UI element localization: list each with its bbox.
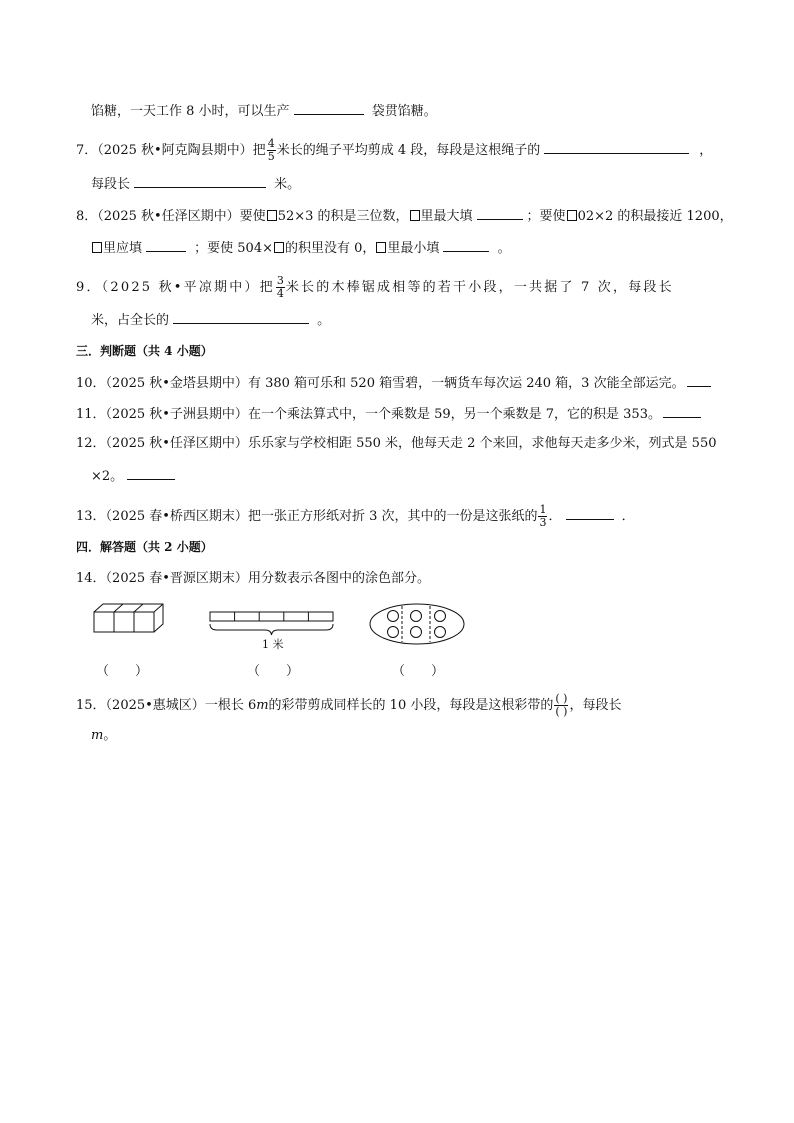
- answer-paren-2[interactable]: （ ）: [247, 664, 300, 679]
- circle-item: [411, 611, 422, 622]
- question-9: 9．（2025 秋•平凉期中）把 $\frac{3}{4}$ 米长的木棒锯成相等的若干小段，一共据了 7 次，每段长: [76, 274, 674, 300]
- section-4-heading: 四．解答题（共 2 小题）: [76, 540, 213, 554]
- brace-icon: [210, 624, 333, 635]
- figure-oval: [368, 602, 466, 646]
- answer-paren-3[interactable]: （ ）: [392, 664, 445, 679]
- question-15: 15．（2025•惠城区）一根长 6m的彩带剪成同样长的 10 小段，每段是这根彩带的 $\frac{( )}{( )}$ ，每段长: [76, 692, 622, 718]
- fraction-4-5: $\frac{4}{5}$: [267, 137, 275, 163]
- box-placeholder: [376, 242, 386, 253]
- fraction-3-4: $\frac{3}{4}$: [276, 274, 284, 300]
- cube-front-3: [134, 612, 154, 632]
- question-7-line2: 每段长 米。: [91, 174, 300, 194]
- question-9-line2: 米，占全长的 。: [91, 310, 330, 330]
- answer-blank[interactable]: [294, 101, 364, 115]
- answer-blank[interactable]: [663, 404, 701, 418]
- question-15-line2: m。: [91, 728, 117, 743]
- fraction-blank[interactable]: $\frac{( )}{( )}$: [555, 692, 568, 718]
- question-12-line2: ×2。: [91, 466, 179, 486]
- circle-item: [435, 627, 446, 638]
- box-placeholder: [267, 210, 277, 221]
- answer-blank[interactable]: [146, 238, 186, 252]
- figure-2-label: 1 米: [262, 638, 284, 651]
- circle-item: [435, 611, 446, 622]
- answer-blank[interactable]: [443, 238, 489, 252]
- section-3-heading: 三．判断题（共 4 小题）: [76, 344, 213, 358]
- question-7: 7．（2025 秋•阿克陶县期中）把 $\frac{4}{5}$ 米长的绳子平均剪成 4 段，每段是这根绳子的 ，: [76, 137, 713, 163]
- cube-front-2: [114, 612, 134, 632]
- answer-blank[interactable]: [477, 206, 523, 220]
- question-8: 8．（2025 秋•任泽区期中）要使 52×3 的积是三位数， 里最大填 ；要使 02×2 的积最接近 1200，: [76, 206, 733, 226]
- q6-continuation: 馅糖，一天工作 8 小时，可以生产 袋贯馅糖。: [91, 101, 437, 121]
- answer-paren-1[interactable]: （ ）: [96, 664, 149, 679]
- answer-blank[interactable]: [544, 140, 689, 154]
- box-placeholder: [410, 210, 420, 221]
- answer-blank[interactable]: [127, 466, 175, 480]
- circle-item: [388, 627, 399, 638]
- cube-front-1: [94, 612, 114, 632]
- figure-cubes: [93, 602, 165, 634]
- answer-blank[interactable]: [134, 174, 266, 188]
- fraction-1-3: $\frac{1}{3}$: [539, 503, 547, 529]
- question-10: 10．（2025 秋•金塔县期中）有 380 箱可乐和 520 箱雪碧，一辆货车每次运 240 箱，3 次能全部运完。: [76, 373, 715, 393]
- box-placeholder: [567, 210, 577, 221]
- question-8-line2: 里应填 ；要使 504× 的积里没有 0， 里最小填 。: [91, 238, 511, 258]
- box-placeholder: [92, 242, 102, 253]
- question-12: 12．（2025 秋•任泽区期中）乐乐家与学校相距 550 米，他每天走 2 个来回，求他每天走多少米，列式是 550: [76, 436, 717, 451]
- answer-blank[interactable]: [566, 506, 614, 520]
- box-placeholder: [274, 242, 284, 253]
- question-14: 14．（2025 春•晋源区期末）用分数表示各图中的涂色部分。: [76, 571, 430, 586]
- answer-blank[interactable]: [173, 310, 309, 324]
- answer-blank[interactable]: [687, 373, 711, 387]
- question-13: 13．（2025 春•桥西区期末）把一张正方形纸对折 3 次，其中的一份是这张纸的 $\frac{1}{3}$ ． ．: [76, 503, 635, 529]
- circle-item: [388, 611, 399, 622]
- question-11: 11．（2025 秋•子洲县期中）在一个乘法算式中，一个乘数是 59，另一个乘数是 7，它的积是 353。: [76, 404, 705, 424]
- circle-item: [411, 627, 422, 638]
